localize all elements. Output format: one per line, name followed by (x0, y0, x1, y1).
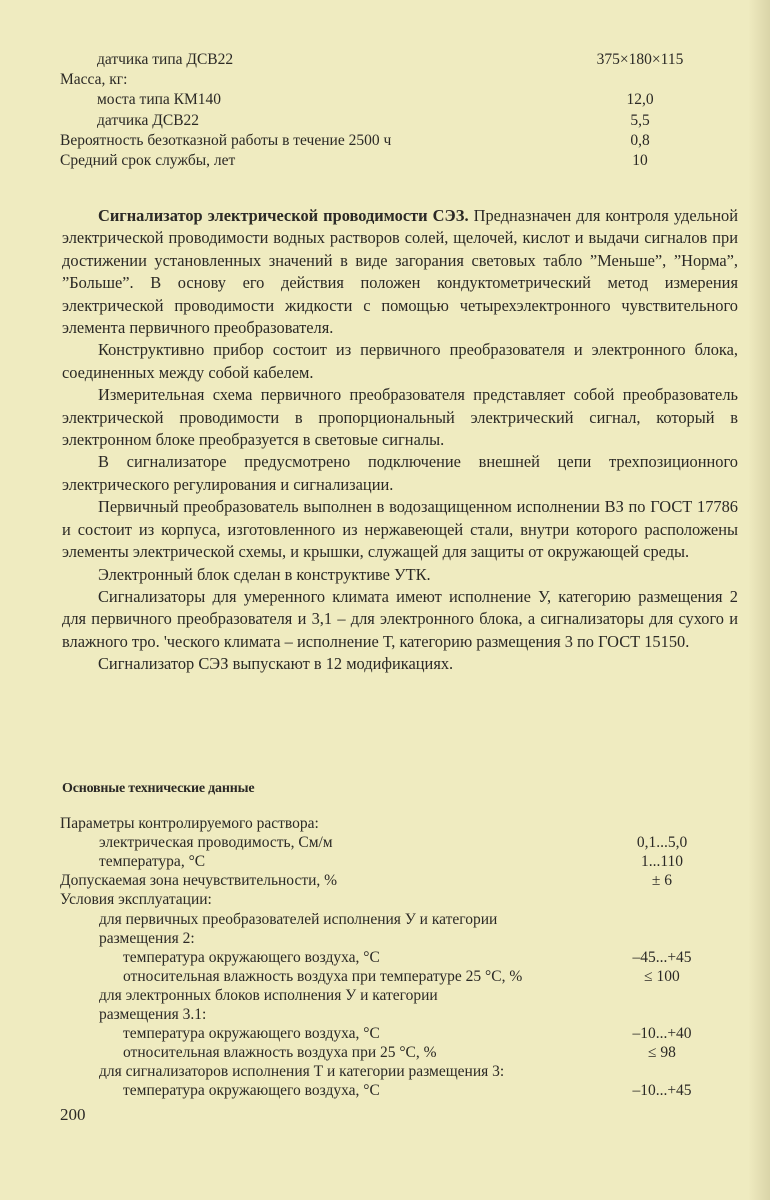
spec-row (0, 833, 770, 853)
spec-value: 10 (632, 152, 648, 169)
spec-label: температура окружающего воздуха, °С (123, 948, 380, 966)
spec-label: для электронных блоков исполнения У и категории (99, 986, 438, 1004)
spec-value: ≤ 98 (648, 1044, 676, 1062)
intro-paragraph (62, 205, 738, 339)
spec-label: Масса, кг: (60, 71, 128, 89)
spec-value: –45...+45 (632, 948, 692, 966)
spec-label: датчика типа ДСВ22 (97, 51, 234, 68)
spec-row (0, 852, 770, 872)
spec-row (0, 986, 770, 1006)
spec-row (0, 1024, 770, 1044)
spec-row (0, 871, 770, 891)
paragraph: Измерительная схема первичного преобразователя представляет собой преобразователь электрической проводимости в пропорциональный электрический сигнал, который в электронном блоке преобразуется в световые сигналы. (62, 385, 738, 450)
spec-label: для сигнализаторов исполнения Т и категории размещения 3: (99, 1063, 505, 1081)
spec-row (0, 1062, 770, 1082)
section-title: Сигнализатор электрической проводимости СЭЗ. (98, 206, 469, 225)
spec-value: –10...+40 (632, 1025, 692, 1043)
page-number: 200 (60, 1105, 86, 1124)
spec-value: 1...110 (640, 853, 684, 871)
spec-row (0, 70, 770, 90)
spec-row (0, 814, 770, 834)
spec-value: 0,8 (630, 131, 650, 149)
spec-value: 12,0 (626, 91, 654, 109)
spec-label: размещения 3.1: (99, 1006, 207, 1023)
spec-row (0, 131, 770, 151)
paragraph: Сигнализаторы для умеренного климата имеют исполнение У, категорию размещения 2 для первичного преобразователя и 3,1 – для электронного блока, а сигнализаторы для сухого и влажного тро. 'ческого климата – исполнение Т, категорию размещения 3 по ГОСТ 15150. (62, 586, 738, 651)
spec-row (0, 151, 770, 171)
spec-label: относительная влажность воздуха при температуре 25 °С, % (123, 967, 523, 985)
spec-row (0, 948, 770, 968)
section-body (62, 205, 738, 676)
spec-value: ± 6 (651, 872, 673, 890)
spec-label: температура, °С (99, 853, 206, 871)
spec-label: размещения 2: (99, 929, 195, 947)
spec-label: для первичных преобразователей исполнения У и категории (99, 910, 498, 928)
spec-row (0, 50, 770, 70)
spec-label: относительная влажность воздуха при 25 °С, % (123, 1044, 437, 1062)
spec-label: Вероятность безотказной работы в течение 2500 ч (60, 131, 392, 149)
spec-row (0, 111, 770, 131)
spec-label: Допускаемая зона нечувствительности, % (60, 872, 338, 890)
spec-row (0, 1081, 770, 1101)
spec-value: ≤ 100 (644, 967, 680, 985)
spec-row (0, 1043, 770, 1063)
tech-data-heading: Основные технические данные (62, 781, 255, 796)
spec-row (0, 967, 770, 987)
intro-text: Предназначен для контроля удельной электрической проводимости водных растворов солей, щелочей, кислот и выдачи сигналов при достижении установленных значений в виде загорания световых табло ”Меньше”, ”Норма”, ”Больше”. В основу его действия положен кондуктометрический метод измерения электрической проводимости жидкости с помощью четырехэлектронного чувствительного элемента первичного преобразователя. (62, 206, 738, 338)
spec-row (0, 910, 770, 930)
paragraph: Первичный преобразователь выполнен в водозащищенном исполнении ВЗ по ГОСТ 17786 и состоит из корпуса, изготовленного из нержавеющей стали, внутри которого расположены элементы электрической схемы, и крышки, служащей для защиты от окружающей среды. (62, 497, 738, 562)
spec-value: –10...+45 (632, 1082, 692, 1100)
paragraph: Конструктивно прибор состоит из первичного преобразователя и электронного блока, соединенных между собой кабелем. (62, 340, 738, 382)
spec-row (0, 90, 770, 110)
spec-row (0, 890, 770, 910)
spec-row (0, 1005, 770, 1025)
spec-value: 375×180×115 (596, 51, 684, 68)
spec-value: 5,5 (630, 111, 650, 129)
paragraph: Сигнализатор СЭЗ выпускают в 12 модификациях. (98, 654, 454, 674)
spec-label: температура окружающего воздуха, °С (123, 1082, 380, 1100)
paragraph: В сигнализаторе предусмотрено подключение внешней цепи трехпозиционного электрического регулирования и сигнализации. (62, 452, 738, 494)
spec-label: датчика ДСВ22 (97, 111, 200, 129)
paragraph: Электронный блок сделан в конструктиве УТК. (98, 564, 431, 584)
spec-label: электрическая проводимость, См/м (99, 834, 333, 852)
spec-label: температура окружающего воздуха, °С (123, 1025, 380, 1043)
spec-row (0, 929, 770, 949)
spec-label: Средний срок службы, лет (60, 152, 236, 169)
spec-label: моста типа КМ140 (97, 91, 222, 109)
spec-label: Параметры контролируемого раствора: (60, 815, 319, 832)
spec-value: 0,1...5,0 (636, 834, 688, 852)
spec-label: Условия эксплуатации: (60, 891, 212, 909)
